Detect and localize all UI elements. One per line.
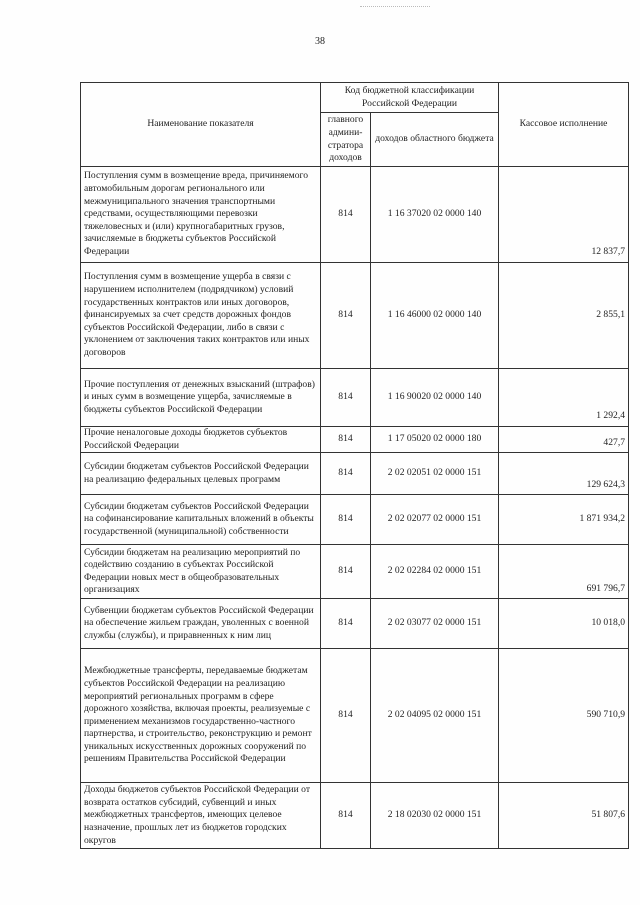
row-name: Субсидии бюджетам субъектов Российской Федерации на софинансирование капитальных вложений в объекты государственной (муниципальной) собственности [81, 495, 321, 545]
table-row [81, 599, 629, 649]
header-admin: главного админи-стратора доходов [321, 113, 371, 167]
row-sum: 590 710,9 [499, 649, 629, 783]
table-row [81, 453, 629, 495]
header-income: доходов областного бюджета [371, 113, 499, 167]
row-sum: 2 855,1 [499, 263, 629, 369]
row-name: Межбюджетные трансферты, передаваемые бюджетам субъектов Российской Федерации на реализацию мероприятий региональных программ в сфере дорожного хозяйства, включая проекты, реализуемые с применением механизмов государственно-частного партнерства, и строительство, реконструкцию и ремонт уникальных искусственных дорожных сооружений по решениям Правительства Российской Федерации [81, 649, 321, 783]
row-income-code: 2 18 02030 02 0000 151 [371, 783, 499, 849]
row-sum: 427,7 [499, 427, 629, 453]
row-sum: 1 871 934,2 [499, 495, 629, 545]
row-admin-code: 814 [321, 453, 371, 495]
row-admin-code: 814 [321, 369, 371, 427]
row-name: Доходы бюджетов субъектов Российской Федерации от возврата остатков субсидий, субвенций и иных межбюджетных трансфертов, имеющих целевое назначение, прошлых лет из бюджетов городских округов [81, 783, 321, 849]
table-row [81, 545, 629, 599]
table-row [81, 783, 629, 849]
table-body [81, 167, 629, 849]
row-income-code: 1 17 05020 02 0000 180 [371, 427, 499, 453]
row-admin-code: 814 [321, 783, 371, 849]
header-code-group: Код бюджетной классификации Российской Федерации [321, 83, 499, 113]
row-name: Прочие поступления от денежных взысканий (штрафов) и иных сумм в возмещение ущерба, зачисляемые в бюджеты субъектов Российской Федерации [81, 369, 321, 427]
row-income-code: 1 16 90020 02 0000 140 [371, 369, 499, 427]
row-name: Поступления сумм в возмещение ущерба в связи с нарушением исполнителем (подрядчиком) условий государственных контрактов или иных договоров, финансируемых за счет средств дорожных фондов субъектов Российской Федерации, либо в связи с уклонением от заключения таких контрактов или иных договоров [81, 263, 321, 369]
row-sum: 1 292,4 [499, 369, 629, 427]
row-income-code: 1 16 46000 02 0000 140 [371, 263, 499, 369]
row-sum: 12 837,7 [499, 167, 629, 263]
table-row [81, 369, 629, 427]
row-admin-code: 814 [321, 649, 371, 783]
row-income-code: 2 02 02077 02 0000 151 [371, 495, 499, 545]
row-income-code: 2 02 02051 02 0000 151 [371, 453, 499, 495]
header-sum: Кассовое исполнение [499, 83, 629, 167]
row-income-code: 2 02 03077 02 0000 151 [371, 599, 499, 649]
row-income-code: 2 02 04095 02 0000 151 [371, 649, 499, 783]
row-admin-code: 814 [321, 495, 371, 545]
page-number: 38 [315, 36, 325, 47]
row-sum: 51 807,6 [499, 783, 629, 849]
table-row [81, 167, 629, 263]
header-name: Наименование показателя [81, 83, 321, 167]
row-name: Поступления сумм в возмещение вреда, причиняемого автомобильным дорогам регионального или межмуниципального значения транспортными средствами, осуществляющими перевозки тяжеловесных и (или) крупногабаритных грузов, зачисляемые в бюджеты субъектов Российской Федерации [81, 167, 321, 263]
row-admin-code: 814 [321, 263, 371, 369]
row-sum: 129 624,3 [499, 453, 629, 495]
table-row [81, 495, 629, 545]
row-name: Субвенции бюджетам субъектов Российской Федерации на обеспечение жильем граждан, уволенных с военной службы (службы), и приравненных к ним лиц [81, 599, 321, 649]
row-admin-code: 814 [321, 167, 371, 263]
table-row [81, 263, 629, 369]
row-income-code: 1 16 37020 02 0000 140 [371, 167, 499, 263]
row-name: Субсидии бюджетам субъектов Российской Федерации на реализацию федеральных целевых программ [81, 453, 321, 495]
scan-mark [360, 6, 430, 9]
row-income-code: 2 02 02284 02 0000 151 [371, 545, 499, 599]
row-sum: 691 796,7 [499, 545, 629, 599]
row-admin-code: 814 [321, 545, 371, 599]
row-name: Прочие неналоговые доходы бюджетов субъектов Российской Федерации [81, 427, 321, 453]
table-row [81, 649, 629, 783]
row-admin-code: 814 [321, 427, 371, 453]
budget-table [80, 82, 629, 849]
row-name: Субсидии бюджетам на реализацию мероприятий по содействию созданию в субъектах Российской Федерации новых мест в общеобразовательных организациях [81, 545, 321, 599]
table-header [81, 83, 629, 167]
row-admin-code: 814 [321, 599, 371, 649]
table-row [81, 427, 629, 453]
row-sum: 10 018,0 [499, 599, 629, 649]
